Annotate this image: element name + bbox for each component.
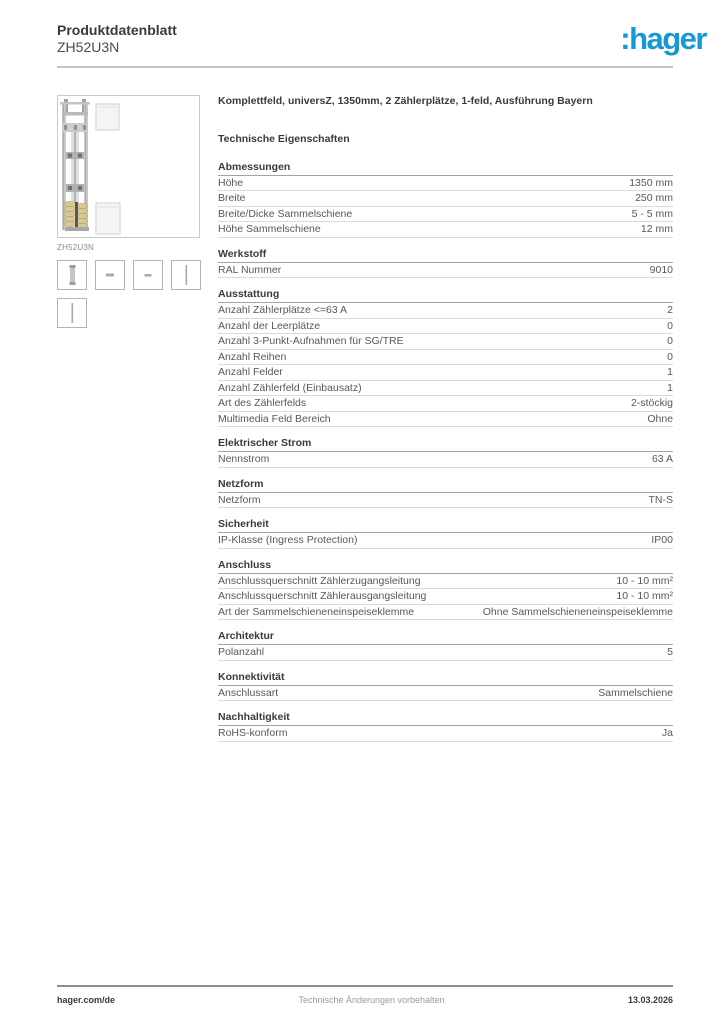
section-title: Anschluss bbox=[218, 559, 673, 574]
spec-section bbox=[218, 288, 673, 427]
section-title: Ausstattung bbox=[218, 288, 673, 303]
spec-section bbox=[218, 559, 673, 621]
spec-value: 250 mm bbox=[635, 192, 673, 205]
spec-section bbox=[218, 630, 673, 661]
spec-value: 0 bbox=[667, 350, 673, 363]
spec-value: 5 bbox=[667, 646, 673, 659]
spec-row bbox=[218, 452, 673, 468]
spec-section bbox=[218, 711, 673, 742]
section-title: Nachhaltigkeit bbox=[218, 711, 673, 726]
spec-value: 10 - 10 mm² bbox=[616, 590, 673, 603]
spec-sections bbox=[218, 161, 673, 742]
spec-value: 1 bbox=[667, 381, 673, 394]
product-title: Komplettfeld, universZ, 1350mm, 2 Zählerplätze, 1-feld, Ausführung Bayern bbox=[218, 95, 593, 108]
footer-disclaimer: Technische Änderungen vorbehalten bbox=[298, 995, 445, 1005]
product-thumbnail-4[interactable] bbox=[171, 260, 201, 290]
spec-section bbox=[218, 478, 673, 509]
section-title: Elektrischer Strom bbox=[218, 437, 673, 452]
tech-properties-heading: Technische Eigenschaften bbox=[218, 132, 350, 145]
product-media-column bbox=[57, 95, 200, 742]
product-thumbnail-2[interactable] bbox=[95, 260, 125, 290]
spec-label: Art der Sammelschieneneinspeiseklemme bbox=[218, 605, 415, 618]
footer-date: 13.03.2026 bbox=[627, 995, 673, 1005]
top-view-icon bbox=[96, 261, 124, 289]
spec-row bbox=[218, 605, 673, 621]
rail-front-icon bbox=[58, 261, 86, 289]
spec-label: Netzform bbox=[218, 493, 261, 506]
spec-row bbox=[218, 645, 673, 661]
spec-value: 2-stöckig bbox=[630, 397, 673, 410]
product-thumbnails bbox=[57, 260, 217, 328]
section-title: Architektur bbox=[218, 630, 673, 645]
spec-value: 12 mm bbox=[640, 223, 673, 236]
section-title: Netzform bbox=[218, 478, 673, 493]
spec-value: 2 bbox=[667, 304, 673, 317]
spec-label: Multimedia Feld Bereich bbox=[218, 412, 331, 425]
spec-label: Anzahl Reihen bbox=[218, 350, 287, 363]
spec-label: Polanzahl bbox=[218, 646, 265, 659]
spec-column bbox=[218, 95, 673, 742]
spec-label: Breite bbox=[218, 192, 246, 205]
spec-row bbox=[218, 334, 673, 350]
side-profile-icon bbox=[172, 261, 200, 289]
top-view-icon bbox=[134, 261, 162, 289]
spec-row bbox=[218, 726, 673, 742]
spec-row bbox=[218, 589, 673, 605]
spec-label: Anzahl 3-Punkt-Aufnahmen für SG/TRE bbox=[218, 335, 404, 348]
spec-row bbox=[218, 533, 673, 549]
spec-row bbox=[218, 381, 673, 397]
spec-value: 0 bbox=[667, 335, 673, 348]
spec-row bbox=[218, 493, 673, 509]
side-profile-icon bbox=[58, 299, 86, 327]
spec-label: Anschlussquerschnitt Zählerzugangsleitung bbox=[218, 574, 421, 587]
footer-website-link[interactable]: hager.com/de bbox=[57, 995, 116, 1005]
doc-type-title: Produktdatenblatt bbox=[57, 22, 177, 38]
spec-value: Ja bbox=[661, 727, 673, 740]
spec-label: IP-Klasse (Ingress Protection) bbox=[218, 534, 358, 547]
spec-label: RoHS-konform bbox=[218, 727, 288, 740]
spec-value: Ohne Sammelschieneneinspeiseklemme bbox=[482, 605, 673, 618]
page-header bbox=[57, 21, 706, 68]
spec-label: Anzahl Zählerplätze <=63 A bbox=[218, 304, 348, 317]
spec-row bbox=[218, 396, 673, 412]
spec-label: Anzahl der Leerplätze bbox=[218, 319, 321, 332]
spec-value: 63 A bbox=[651, 453, 673, 466]
product-thumbnail-3[interactable] bbox=[133, 260, 163, 290]
section-title: Abmessungen bbox=[218, 161, 673, 176]
spec-section bbox=[218, 161, 673, 238]
section-title: Werkstoff bbox=[218, 248, 673, 263]
spec-row bbox=[218, 319, 673, 335]
spec-row bbox=[218, 365, 673, 381]
product-thumbnail-1[interactable] bbox=[57, 260, 87, 290]
section-title: Konnektivität bbox=[218, 671, 673, 686]
spec-value: 1350 mm bbox=[629, 176, 673, 189]
spec-section bbox=[218, 518, 673, 549]
spec-row bbox=[218, 412, 673, 428]
spec-value: 0 bbox=[667, 319, 673, 332]
spec-label: Anzahl Felder bbox=[218, 366, 283, 379]
spec-label: Breite/Dicke Sammelschiene bbox=[218, 207, 353, 220]
spec-value: 9010 bbox=[649, 263, 673, 276]
spec-row bbox=[218, 686, 673, 702]
spec-row bbox=[218, 222, 673, 238]
spec-row bbox=[218, 350, 673, 366]
product-thumbnail-5[interactable] bbox=[57, 298, 87, 328]
spec-value: IP00 bbox=[651, 534, 673, 547]
spec-value: Ohne bbox=[647, 412, 673, 425]
spec-row bbox=[218, 176, 673, 192]
spec-row bbox=[218, 263, 673, 279]
spec-label: Höhe bbox=[218, 176, 244, 189]
spec-row bbox=[218, 303, 673, 319]
spec-value: 5 - 5 mm bbox=[631, 207, 673, 220]
section-title: Sicherheit bbox=[218, 518, 673, 533]
spec-value: TN-S bbox=[648, 493, 673, 506]
spec-section bbox=[218, 248, 673, 279]
spec-label: Höhe Sammelschiene bbox=[218, 223, 321, 236]
spec-label: RAL Nummer bbox=[218, 263, 282, 276]
spec-row bbox=[218, 574, 673, 590]
spec-row bbox=[218, 207, 673, 223]
spec-section bbox=[218, 671, 673, 702]
main-content bbox=[57, 95, 673, 742]
spec-label: Anzahl Zählerfeld (Einbausatz) bbox=[218, 381, 362, 394]
hager-logo: :hager bbox=[620, 21, 706, 56]
header-titles bbox=[57, 22, 177, 55]
spec-row bbox=[218, 191, 673, 207]
spec-value: 10 - 10 mm² bbox=[616, 574, 673, 587]
product-code: ZH52U3N bbox=[57, 39, 120, 56]
spec-value: Sammelschiene bbox=[598, 686, 673, 699]
spec-label: Anschlussart bbox=[218, 686, 279, 699]
spec-value: 1 bbox=[667, 366, 673, 379]
spec-section bbox=[218, 437, 673, 468]
spec-label: Anschlussquerschnitt Zählerausgangsleitung bbox=[218, 590, 427, 603]
spec-label: Art des Zählerfelds bbox=[218, 397, 307, 410]
product-image bbox=[57, 95, 200, 238]
spec-label: Nennstrom bbox=[218, 453, 270, 466]
product-image-caption: ZH52U3N bbox=[57, 243, 94, 253]
product-drawing-icon bbox=[58, 96, 199, 237]
page-footer bbox=[57, 985, 673, 1005]
